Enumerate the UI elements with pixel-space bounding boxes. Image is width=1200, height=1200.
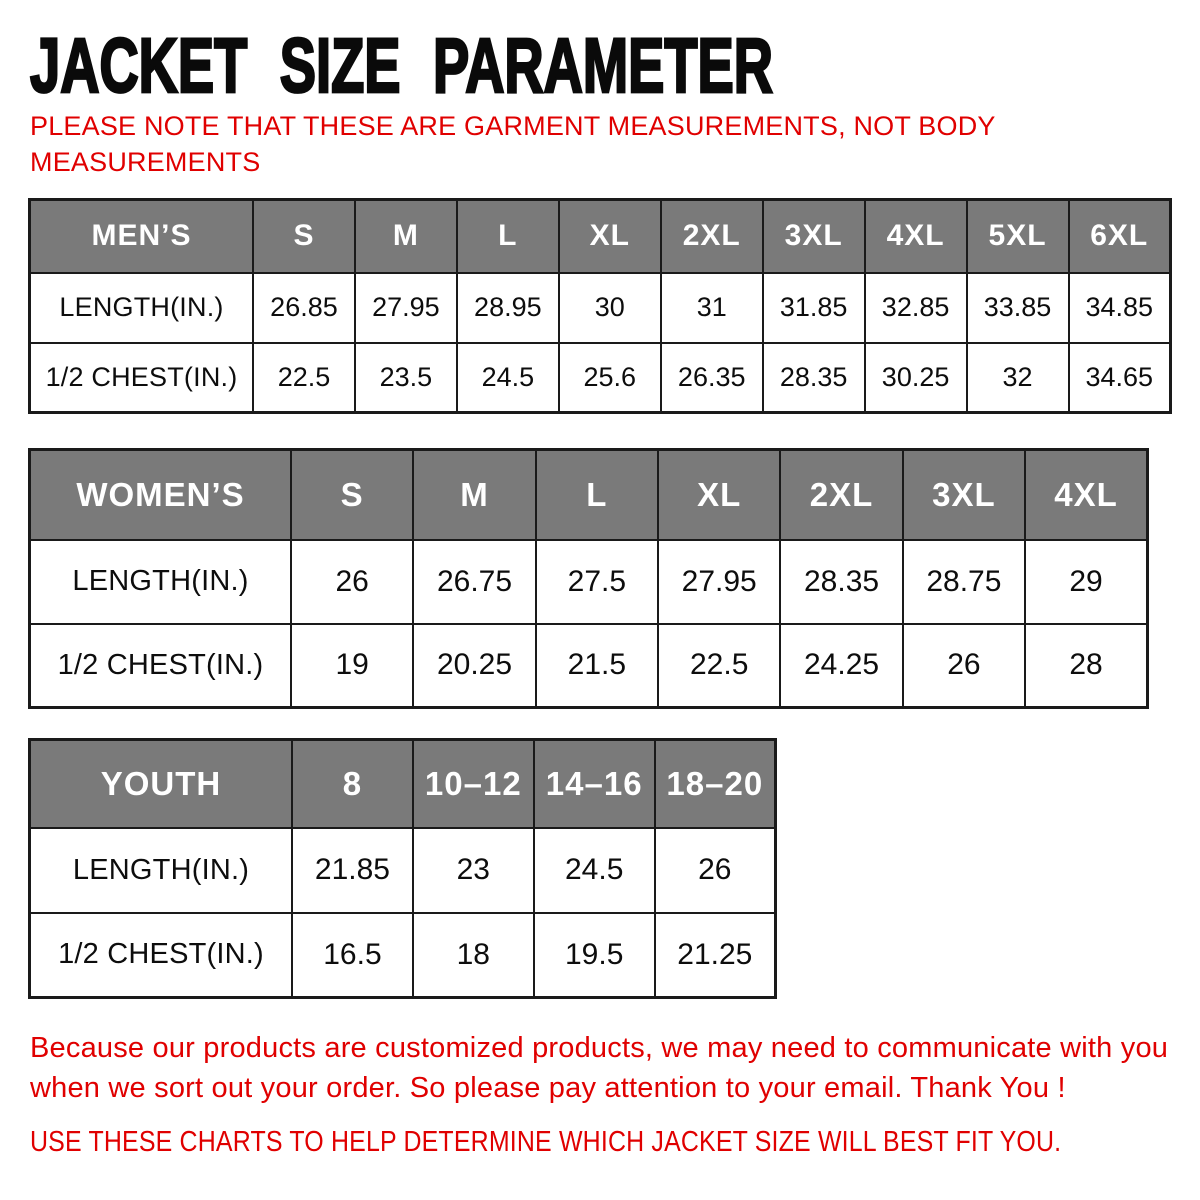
- youth-measurement-row: [30, 828, 776, 913]
- page-title-text: JACKET SIZE PARAMETER: [30, 21, 774, 109]
- youth-measurement-row: [30, 913, 776, 998]
- mens-value-cell: 30: [559, 273, 661, 343]
- youth-size-table: [28, 738, 777, 999]
- mens-value-cell: 26.85: [253, 273, 355, 343]
- youth-size-column-header: 18–20: [655, 740, 776, 828]
- mens-value-cell: 31: [661, 273, 763, 343]
- youth-value-cell: 24.5: [534, 828, 655, 913]
- garment-measurement-note: [30, 108, 996, 180]
- mens-value-cell: 25.6: [559, 343, 661, 413]
- youth-value-cell: 21.85: [292, 828, 413, 913]
- mens-size-column-header: 4XL: [865, 200, 967, 273]
- womens-value-cell: 28.75: [903, 540, 1025, 624]
- womens-size-column-header: M: [413, 450, 535, 540]
- fit-advice-text: USE THESE CHARTS TO HELP DETERMINE WHICH JACKET SIZE WILL BEST FIT YOU.: [30, 1126, 1062, 1158]
- mens-size-column-header: M: [355, 200, 457, 273]
- womens-size-column-header: 3XL: [903, 450, 1025, 540]
- mens-value-cell: 32: [967, 343, 1069, 413]
- womens-value-cell: 26.75: [413, 540, 535, 624]
- youth-row-label-cell: 1/2 CHEST(IN.): [30, 913, 293, 998]
- youth-value-cell: 19.5: [534, 913, 655, 998]
- mens-value-cell: 28.95: [457, 273, 559, 343]
- youth-value-cell: 18: [413, 913, 534, 998]
- mens-value-cell: 23.5: [355, 343, 457, 413]
- page-title: [30, 20, 796, 110]
- womens-value-cell: 26: [903, 624, 1025, 708]
- womens-group-header-cell: WOMEN’S: [30, 450, 292, 540]
- mens-value-cell: 30.25: [865, 343, 967, 413]
- mens-measurement-row: [30, 343, 1171, 413]
- youth-size-column-header: 14–16: [534, 740, 655, 828]
- womens-value-cell: 19: [291, 624, 413, 708]
- note-line-1: PLEASE NOTE THAT THESE ARE GARMENT MEASUREMENTS, NOT BODY: [30, 111, 996, 141]
- mens-value-cell: 28.35: [763, 343, 865, 413]
- youth-size-column-header: 8: [292, 740, 413, 828]
- youth-size-column-header: 10–12: [413, 740, 534, 828]
- mens-row-label-cell: LENGTH(IN.): [30, 273, 254, 343]
- womens-value-cell: 26: [291, 540, 413, 624]
- youth-header-row: [30, 740, 776, 828]
- note-line-2: MEASUREMENTS: [30, 147, 261, 177]
- mens-value-cell: 22.5: [253, 343, 355, 413]
- mens-size-column-header: 3XL: [763, 200, 865, 273]
- womens-row-label-cell: LENGTH(IN.): [30, 540, 292, 624]
- mens-value-cell: 31.85: [763, 273, 865, 343]
- womens-value-cell: 29: [1025, 540, 1147, 624]
- mens-value-cell: 24.5: [457, 343, 559, 413]
- youth-group-header-cell: YOUTH: [30, 740, 293, 828]
- mens-size-column-header: 6XL: [1069, 200, 1171, 273]
- youth-value-cell: 21.25: [655, 913, 776, 998]
- mens-size-column-header: 2XL: [661, 200, 763, 273]
- womens-value-cell: 21.5: [536, 624, 658, 708]
- mens-size-table: [28, 198, 1172, 414]
- womens-value-cell: 27.95: [658, 540, 780, 624]
- customization-notice-line-1: Because our products are customized products, we may need to communicate with you: [30, 1032, 1169, 1064]
- mens-size-column-header: XL: [559, 200, 661, 273]
- youth-value-cell: 16.5: [292, 913, 413, 998]
- womens-size-table: [28, 448, 1149, 709]
- womens-value-cell: 22.5: [658, 624, 780, 708]
- fit-advice: [30, 1126, 1200, 1159]
- womens-value-cell: 27.5: [536, 540, 658, 624]
- mens-value-cell: 34.85: [1069, 273, 1171, 343]
- womens-header-row: [30, 450, 1148, 540]
- mens-value-cell: 26.35: [661, 343, 763, 413]
- womens-measurement-row: [30, 540, 1148, 624]
- womens-size-column-header: L: [536, 450, 658, 540]
- youth-row-label-cell: LENGTH(IN.): [30, 828, 293, 913]
- womens-value-cell: 28.35: [780, 540, 902, 624]
- youth-value-cell: 26: [655, 828, 776, 913]
- womens-value-cell: 24.25: [780, 624, 902, 708]
- womens-size-column-header: 2XL: [780, 450, 902, 540]
- mens-header-row: [30, 200, 1171, 273]
- mens-row-label-cell: 1/2 CHEST(IN.): [30, 343, 254, 413]
- mens-size-column-header: L: [457, 200, 559, 273]
- mens-value-cell: 34.65: [1069, 343, 1171, 413]
- youth-value-cell: 23: [413, 828, 534, 913]
- mens-size-column-header: S: [253, 200, 355, 273]
- womens-size-column-header: S: [291, 450, 413, 540]
- mens-value-cell: 27.95: [355, 273, 457, 343]
- customization-notice-line-2: when we sort out your order. So please pay attention to your email. Thank You !: [30, 1072, 1066, 1104]
- womens-value-cell: 20.25: [413, 624, 535, 708]
- mens-value-cell: 32.85: [865, 273, 967, 343]
- womens-value-cell: 28: [1025, 624, 1147, 708]
- mens-size-column-header: 5XL: [967, 200, 1069, 273]
- mens-measurement-row: [30, 273, 1171, 343]
- womens-row-label-cell: 1/2 CHEST(IN.): [30, 624, 292, 708]
- womens-size-column-header: XL: [658, 450, 780, 540]
- customization-notice: [30, 1028, 1190, 1108]
- mens-group-header-cell: MEN’S: [30, 200, 254, 273]
- womens-measurement-row: [30, 624, 1148, 708]
- womens-size-column-header: 4XL: [1025, 450, 1147, 540]
- mens-value-cell: 33.85: [967, 273, 1069, 343]
